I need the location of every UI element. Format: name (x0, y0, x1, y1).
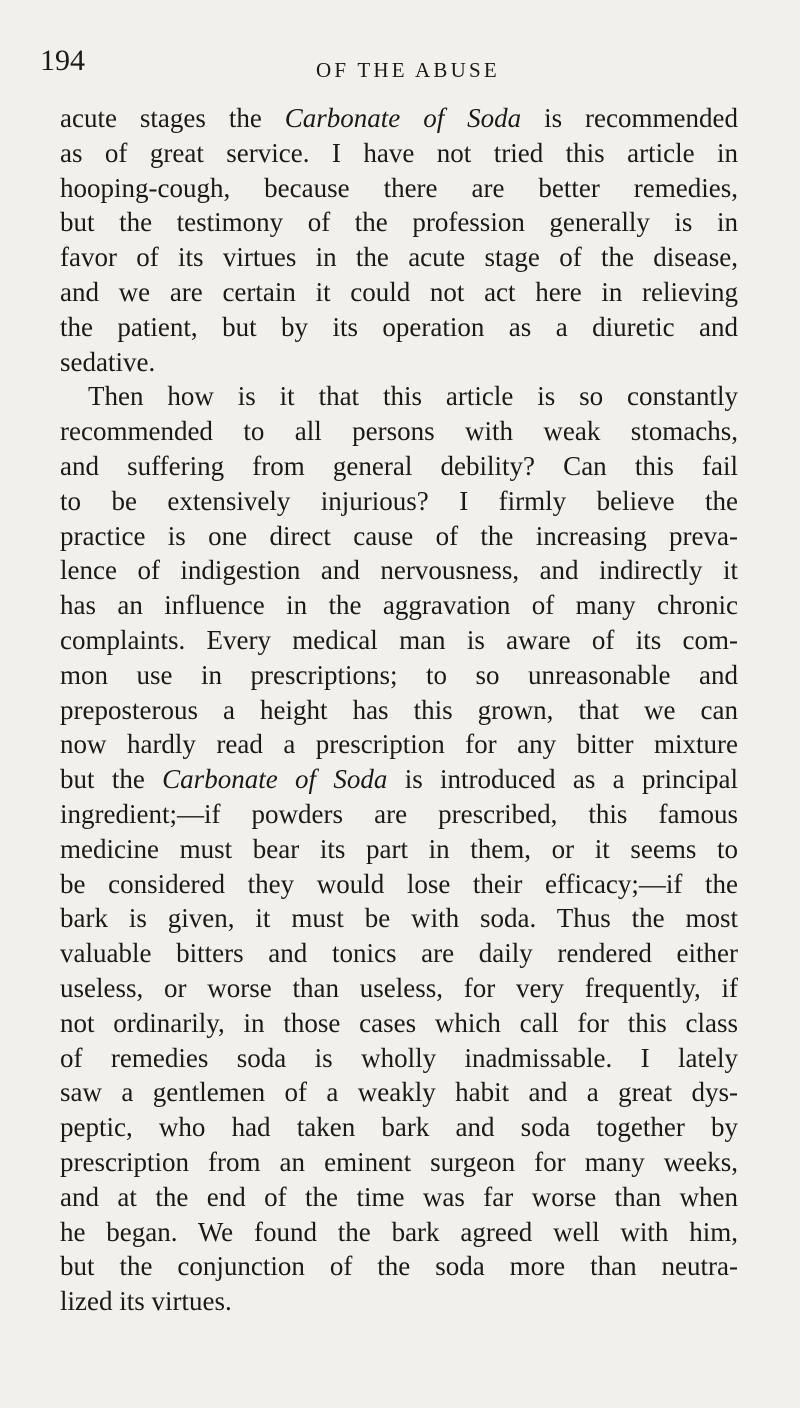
text-line: of remedies soda is wholly inadmissable. I lately (60, 1042, 738, 1073)
text-line: favor of its virtues in the acute stage of the disease, (60, 242, 738, 273)
text-line: prescription from an eminent surgeon for many weeks, (60, 1146, 738, 1177)
body-text (60, 101, 738, 1319)
text-line: peptic, who had taken bark and soda together by (60, 1112, 738, 1143)
text-line: saw a gentlemen of a weakly habit and a great dys- (60, 1077, 738, 1108)
text-line: Then how is it that this article is so constantly (88, 381, 738, 412)
text-line: now hardly read a prescription for any bitter mixture (60, 729, 738, 760)
text-line: and we are certain it could not act here in relieving (60, 276, 738, 307)
text-line: ingredient;—if powders are prescribed, this famous (60, 798, 738, 829)
text-line: but the conjunction of the soda more than neutra- (60, 1251, 738, 1282)
text-line: lence of indigestion and nervousness, and indirectly it (60, 555, 738, 586)
page-number: 194 (40, 44, 85, 77)
text-line: but the testimony of the profession generally is in (60, 207, 738, 238)
text-line: he began. We found the bark agreed well with him, (60, 1216, 738, 1247)
text-line: and suffering from general debility? Can this fail (60, 450, 738, 481)
text-line: complaints. Every medical man is aware of its com- (60, 624, 738, 655)
text-line: useless, or worse than useless, for very frequently, if (60, 972, 738, 1003)
text-line: bark is given, it must be with soda. Thus the most (60, 903, 738, 934)
text-line: not ordinarily, in those cases which call for this class (60, 1007, 738, 1038)
text-line: the patient, but by its operation as a diuretic and (60, 311, 738, 342)
running-head: OF THE ABUSE (316, 58, 500, 82)
text-line: recommended to all persons with weak stomachs, (60, 416, 738, 447)
text-line: be considered they would lose their efficacy;—if the (60, 868, 738, 899)
text-line: sedative. (60, 346, 156, 377)
text-line: acute stages the Carbonate of Soda is recommended (60, 103, 738, 133)
text-line: as of great service. I have not tried this article in (60, 137, 738, 168)
text-line: to be extensively injurious? I firmly believe the (60, 485, 738, 516)
text-line: and at the end of the time was far worse than when (60, 1181, 738, 1212)
text-line: but the Carbonate of Soda is introduced as a principal (60, 764, 738, 795)
text-line: has an influence in the aggravation of many chronic (60, 590, 738, 621)
text-line: medicine must bear its part in them, or it seems to (60, 833, 738, 864)
text-line: hooping-cough, because there are better remedies, (60, 172, 738, 203)
text-line: practice is one direct cause of the increasing preva- (60, 520, 738, 551)
text-line: preposterous a height has this grown, that we can (60, 694, 738, 725)
text-line: mon use in prescriptions; to so unreasonable and (60, 659, 738, 690)
text-line: valuable bitters and tonics are daily rendered either (60, 938, 738, 969)
text-line: lized its virtues. (60, 1286, 232, 1317)
